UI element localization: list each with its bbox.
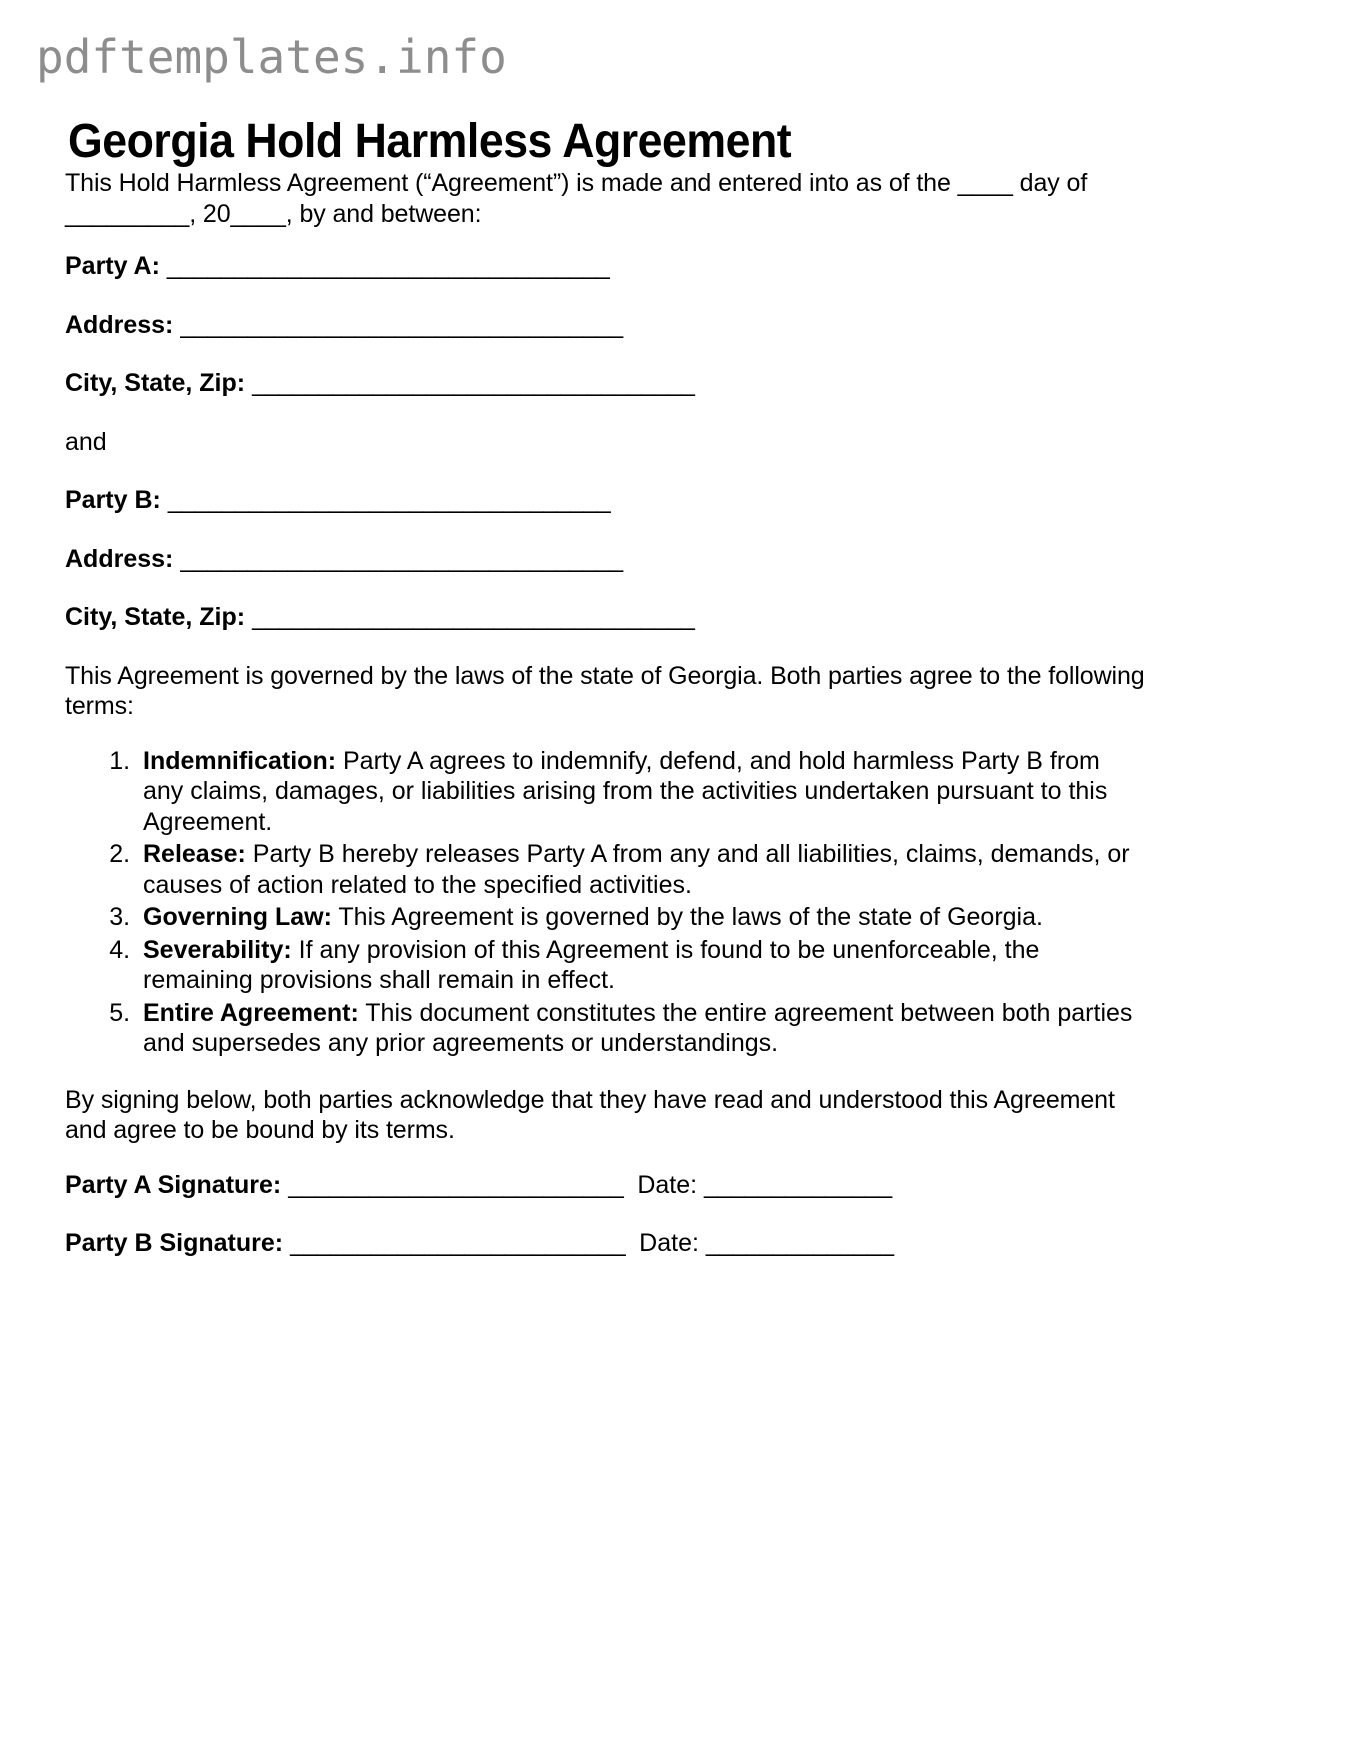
party-a-city-label: City, State, Zip: <box>65 369 246 397</box>
intro-paragraph: This Hold Harmless Agreement (“Agreement”) is made and entered into as of the ____ day of _________, 20____, by and between: <box>65 169 1088 228</box>
list-item <box>137 935 1145 996</box>
party-a-name-label: Party A: <box>65 252 160 280</box>
party-b-date-blank[interactable]: ______________ <box>705 1229 894 1257</box>
party-b-name-field <box>65 485 1145 516</box>
list-item <box>137 998 1145 1059</box>
party-b-signature-blank[interactable]: _________________________ <box>290 1229 626 1257</box>
party-a-name-field <box>65 251 1145 282</box>
governing-law-paragraph: This Agreement is governed by the laws of the state of Georgia. Both parties agree to the following terms: <box>65 661 1145 720</box>
document-body <box>65 168 1145 1287</box>
terms-list <box>65 746 1145 1059</box>
term-title: Entire Agreement: <box>143 998 359 1027</box>
list-item <box>137 746 1145 838</box>
party-b-address-blank[interactable]: _________________________________ <box>180 544 623 573</box>
party-a-signature-blank[interactable]: _________________________ <box>288 1170 624 1199</box>
party-a-address-label: Address: <box>65 310 174 339</box>
party-b-signature-label: Party B Signature: <box>65 1229 284 1257</box>
party-a-name-blank[interactable]: _________________________________ <box>166 252 610 280</box>
party-b-signature-row <box>65 1228 1145 1259</box>
term-title: Governing Law: <box>143 903 332 931</box>
term-text: Party A agrees to indemnify, defend, and hold harmless Party B from any claims, damages, or liabilities arising from the activities undertaken pursuant to this Agreement. <box>143 746 1108 836</box>
party-a-signature-label: Party A Signature: <box>65 1170 282 1199</box>
term-text: This document constitutes the entire agreement between both parties and supersedes any prior agreements or understandings. <box>143 998 1133 1057</box>
site-watermark: pdftemplates.info <box>36 30 507 84</box>
party-b-name-blank[interactable]: _________________________________ <box>167 486 611 514</box>
page-title: Georgia Hold Harmless Agreement <box>68 115 792 169</box>
party-b-address-label: Address: <box>65 544 174 573</box>
list-item <box>137 839 1145 900</box>
term-text: This Agreement is governed by the laws of the state of Georgia. <box>331 903 1043 931</box>
party-b-city-label: City, State, Zip: <box>65 603 246 631</box>
term-title: Release: <box>143 840 246 868</box>
party-b-address-field <box>65 544 1145 575</box>
party-a-date-blank[interactable]: ______________ <box>704 1170 892 1199</box>
term-text: Party B hereby releases Party A from any and all liabilities, claims, demands, or causes of action related to the specified activities. <box>143 840 1130 899</box>
party-b-date-label: Date: <box>639 1229 699 1257</box>
term-title: Severability: <box>143 935 292 964</box>
parties-separator: and <box>65 427 107 456</box>
party-a-address-field <box>65 310 1145 341</box>
party-a-signature-row <box>65 1170 1145 1201</box>
party-b-city-blank[interactable]: _________________________________ <box>252 603 695 631</box>
party-b-name-label: Party B: <box>65 486 161 514</box>
party-a-city-field <box>65 368 1145 399</box>
term-title: Indemnification: <box>143 746 337 775</box>
party-a-date-label: Date: <box>637 1170 698 1199</box>
party-a-city-blank[interactable]: _________________________________ <box>252 369 695 397</box>
term-text: If any provision of this Agreement is found to be unenforceable, the remaining provisions shall remain in effect. <box>143 935 1040 994</box>
party-b-city-field <box>65 602 1145 633</box>
party-a-address-blank[interactable]: _________________________________ <box>180 310 623 339</box>
list-item <box>137 902 1145 933</box>
closing-paragraph: By signing below, both parties acknowledge that they have read and understood this Agreement and agree to be bound by its terms. <box>65 1085 1115 1144</box>
